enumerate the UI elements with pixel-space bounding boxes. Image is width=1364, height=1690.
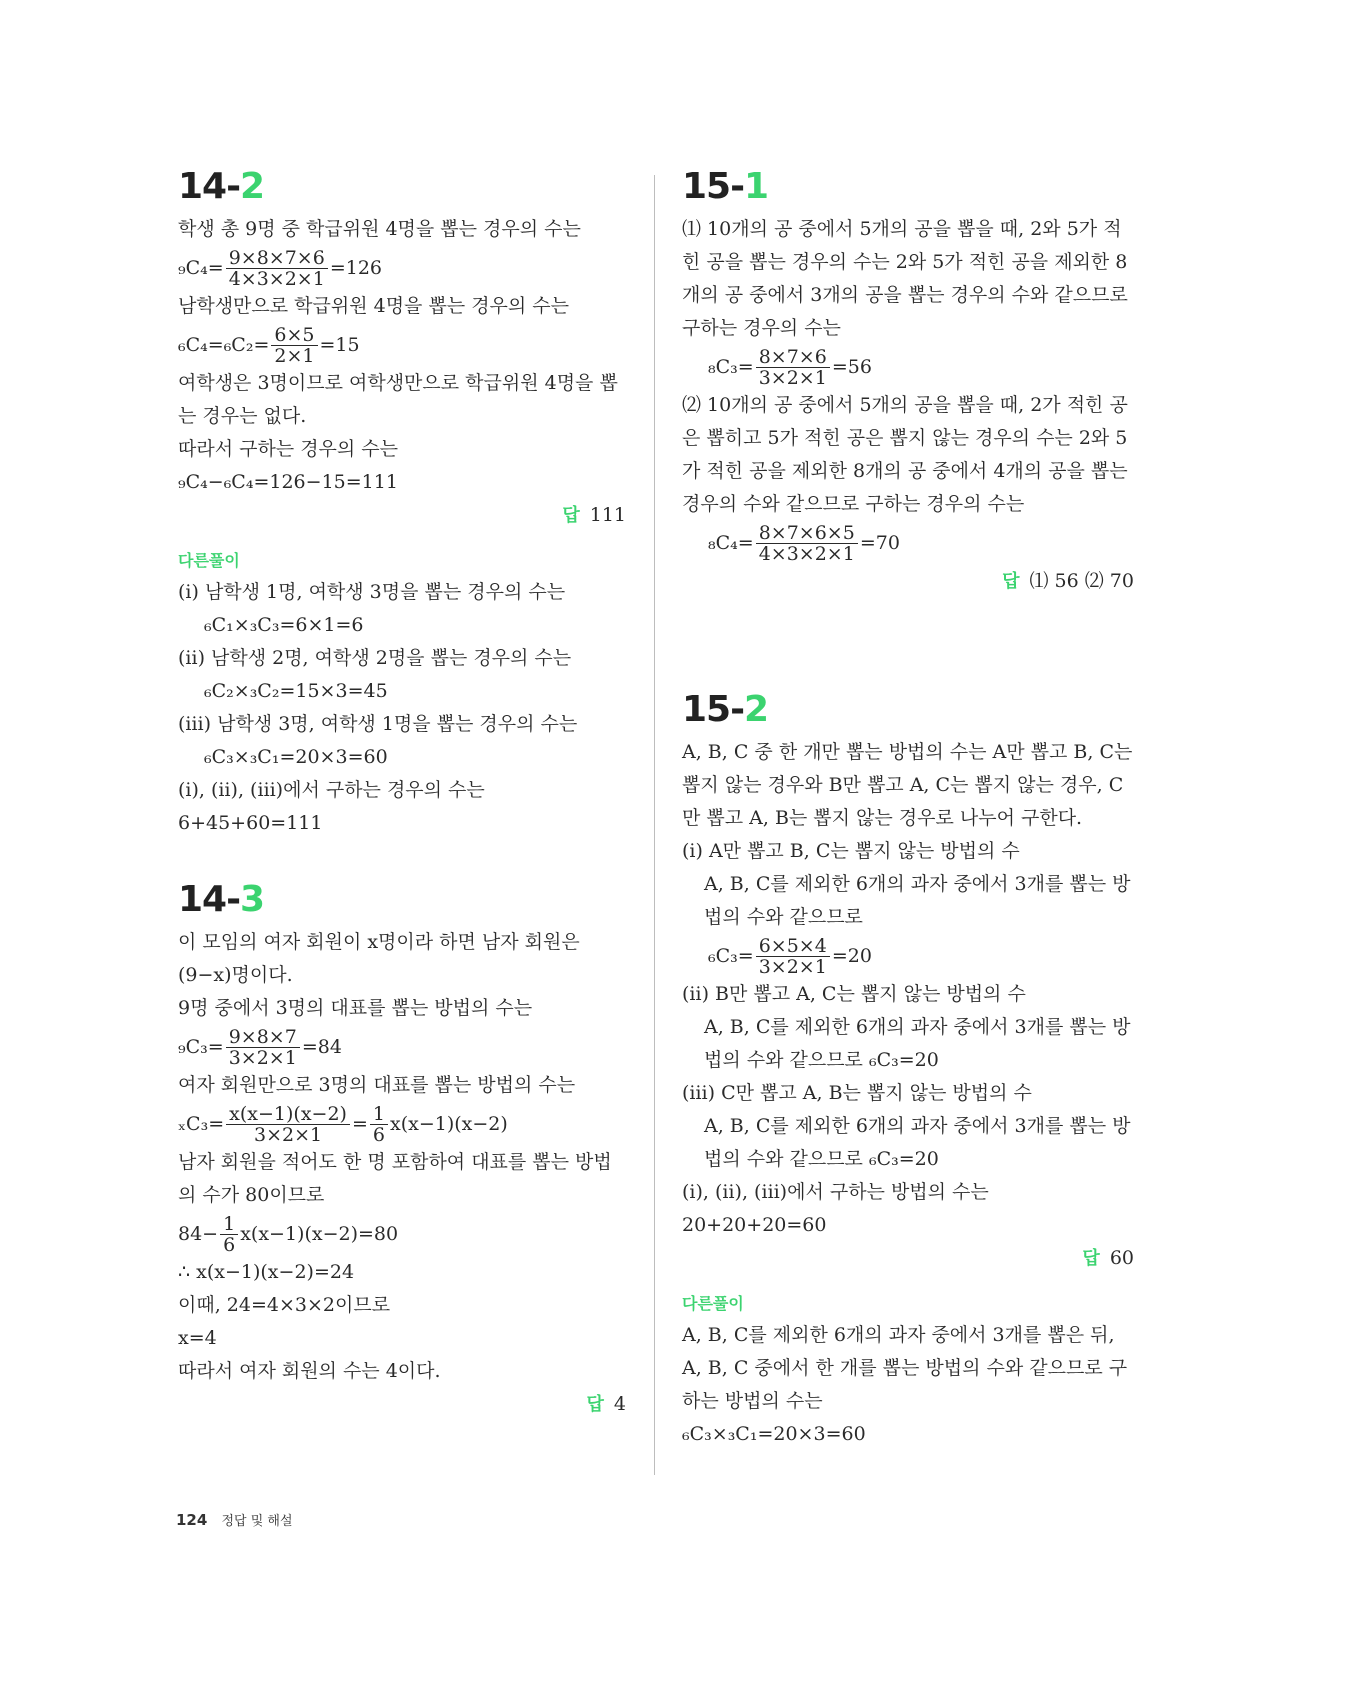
- column-divider: [654, 175, 655, 1475]
- case-line: (ⅱ) 남학생 2명, 여학생 2명을 뽑는 경우의 수는: [178, 647, 572, 669]
- page-number: 124: [176, 1511, 208, 1529]
- case-formula: ₆C₁×₃C₃=6×1=6: [204, 614, 364, 636]
- part-1-text: ⑴ 10개의 공 중에서 5개의 공을 뽑을 때, 2와 5가 적힌 공을 뽑는 경우의 수는 2와 5가 적힌 공을 제외한 8개의 공 중에서 3개의 공을 뽑는 경우의 수와 같으므로 구하는 경우의 수는: [682, 218, 1128, 339]
- formula-row: ₆C₃= $\frac{6\times 5\times 4}{3\times 2\times 1}$ =20: [708, 934, 872, 978]
- problem-14-2: [178, 165, 626, 840]
- case-formula: ₆C₂×₃C₂=15×3=45: [204, 680, 388, 702]
- fraction: $\frac{9\times 8\times 7\times 6}{4\times 3\times 2\times 1}$: [226, 248, 328, 289]
- case-formula: ₆C₃×₃C₁=20×3=60: [204, 746, 388, 768]
- answer: 답 4: [586, 1393, 626, 1415]
- answer: 답 60: [1082, 1247, 1134, 1269]
- fraction: $\frac{1}{6}$: [370, 1104, 388, 1145]
- case-line: (ⅰ) 남학생 1명, 여학생 3명을 뽑는 경우의 수는: [178, 581, 566, 603]
- case-heading: (ⅰ) A만 뽑고 B, C는 뽑지 않는 방법의 수: [682, 840, 1020, 862]
- formula-row: ₈C₃= $\frac{8\times 7\times 6}{3\times 2\times 1}$ =56: [708, 345, 872, 389]
- solution-line: 9명 중에서 3명의 대표를 뽑는 방법의 수는: [178, 997, 533, 1019]
- problem-number: 15-1: [682, 166, 769, 207]
- summary-line: (ⅰ), (ⅱ), (ⅲ)에서 구하는 방법의 수는: [682, 1181, 989, 1203]
- problem-15-2: [682, 688, 1134, 1451]
- solution-line: 따라서 여자 회원의 수는 4이다.: [178, 1360, 441, 1382]
- problem-14-3: [178, 878, 626, 1421]
- solution-line: 이때, 24=4×3×2이므로: [178, 1294, 391, 1316]
- solution-line: 여학생은 3명이므로 여학생만으로 학급위원 4명을 뽑는 경우는 없다.: [178, 372, 618, 427]
- formula-row: ₉C₃= $\frac{9\times 8\times 7}{3\times 2\times 1}$ =84: [178, 1025, 342, 1069]
- summary-formula: 20+20+20=60: [682, 1214, 827, 1236]
- solution-line: ₉C₄−₆C₄=126−15=111: [178, 471, 398, 493]
- formula-row: ₓC₃= $\frac{x(x-1)(x-2)}{3\times 2\times 1}$ = $\frac{1}{6}$ x(x−1)(x−2): [178, 1102, 508, 1146]
- formula-row: ₉C₄= $\frac{9\times 8\times 7\times 6}{4\times 3\times 2\times 1}$ =126: [178, 246, 383, 290]
- fraction: $\frac{8\times 7\times 6}{3\times 2\times 1}$: [756, 347, 830, 388]
- left-column: [178, 165, 626, 1421]
- solution-line: 이 모임의 여자 회원이 x명이라 하면 남자 회원은 (9−x)명이다.: [178, 931, 580, 986]
- problem-number: 14-2: [178, 166, 265, 207]
- formula-row: ₆C₄=₆C₂= $\frac{6\times 5}{2\times 1}$ =15: [178, 323, 360, 367]
- solution-line: A, B, C 중 한 개만 뽑는 방법의 수는 A만 뽑고 B, C는 뽑지 않는 경우와 B만 뽑고 A, C는 뽑지 않는 경우, C만 뽑고 A, B는 뽑지 않는 경우로 나누어 구한다.: [682, 741, 1133, 829]
- summary-formula: 6+45+60=111: [178, 812, 323, 834]
- case-line: (ⅲ) 남학생 3명, 여학생 1명을 뽑는 경우의 수는: [178, 713, 578, 735]
- problem-15-1: [682, 165, 1134, 598]
- solution-line: A, B, C를 제외한 6개의 과자 중에서 3개를 뽑은 뒤, A, B, C 중에서 한 개를 뽑는 방법의 수와 같으므로 구하는 방법의 수는: [682, 1324, 1128, 1412]
- alt-solution-title: 다른풀이: [178, 551, 240, 570]
- case-heading: (ⅲ) C만 뽑고 A, B는 뽑지 않는 방법의 수: [682, 1082, 1032, 1104]
- case-heading: (ⅱ) B만 뽑고 A, C는 뽑지 않는 방법의 수: [682, 983, 1026, 1005]
- fraction: $\frac{6\times 5}{2\times 1}$: [271, 325, 317, 366]
- fraction: $\frac{x(x-1)(x-2)}{3\times 2\times 1}$: [226, 1104, 350, 1145]
- part-2-text: ⑵ 10개의 공 중에서 5개의 공을 뽑을 때, 2가 적힌 공은 뽑히고 5가 적힌 공은 뽑지 않는 경우의 수는 2와 5가 적힌 공을 제외한 8개의 공 중에서 4개의 공을 뽑는 경우의 수와 같으므로 구하는 경우의 수는: [682, 394, 1128, 515]
- footer-label: 정답 및 해설: [221, 1514, 293, 1529]
- page-footer: [176, 1510, 293, 1529]
- summary-line: (ⅰ), (ⅱ), (ⅲ)에서 구하는 경우의 수는: [178, 779, 485, 801]
- solution-line: ∴ x(x−1)(x−2)=24: [178, 1261, 355, 1283]
- fraction: $\frac{8\times 7\times 6\times 5}{4\times 3\times 2\times 1}$: [756, 523, 858, 564]
- solution-line: 여자 회원만으로 3명의 대표를 뽑는 방법의 수는: [178, 1074, 576, 1096]
- fraction: $\frac{9\times 8\times 7}{3\times 2\times 1}$: [226, 1027, 300, 1068]
- formula-row: 84− $\frac{1}{6}$ x(x−1)(x−2)=80: [178, 1212, 399, 1256]
- solution-line: 남자 회원을 적어도 한 명 포함하여 대표를 뽑는 방법의 수가 80이므로: [178, 1151, 612, 1206]
- solution-line: x=4: [178, 1327, 217, 1349]
- summary-formula: ₆C₃×₃C₁=20×3=60: [682, 1423, 866, 1445]
- solution-line: 남학생만으로 학급위원 4명을 뽑는 경우의 수는: [178, 295, 570, 317]
- answer: 답 111: [562, 504, 626, 526]
- solution-line: 따라서 구하는 경우의 수는: [178, 438, 399, 460]
- alt-solution-title: 다른풀이: [682, 1294, 744, 1313]
- solution-line: 학생 총 9명 중 학급위원 4명을 뽑는 경우의 수는: [178, 218, 581, 240]
- fraction: $\frac{1}{6}$: [220, 1214, 238, 1255]
- problem-number: 15-2: [682, 689, 769, 730]
- case-text: A, B, C를 제외한 6개의 과자 중에서 3개를 뽑는 방법의 수와 같으므로 ₆C₃=20: [704, 1016, 1131, 1071]
- case-text: A, B, C를 제외한 6개의 과자 중에서 3개를 뽑는 방법의 수와 같으므로 ₆C₃=20: [704, 1115, 1131, 1170]
- answer: 답 ⑴ 56 ⑵ 70: [1002, 570, 1134, 592]
- fraction: $\frac{6\times 5\times 4}{3\times 2\times 1}$: [756, 936, 830, 977]
- formula-row: ₈C₄= $\frac{8\times 7\times 6\times 5}{4\times 3\times 2\times 1}$ =70: [708, 521, 900, 565]
- problem-number: 14-3: [178, 879, 265, 920]
- case-text: A, B, C를 제외한 6개의 과자 중에서 3개를 뽑는 방법의 수와 같으므로: [704, 873, 1131, 928]
- right-column: [682, 165, 1134, 1451]
